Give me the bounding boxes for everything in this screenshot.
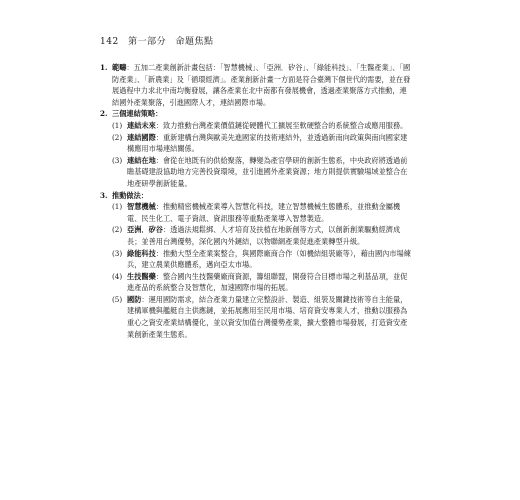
item-title: 生技醫藥 — [127, 271, 156, 281]
item-number: (1) — [112, 202, 123, 212]
item-body — [127, 224, 412, 247]
item-title: 連結國際 — [127, 132, 156, 142]
running-header — [100, 34, 219, 47]
item-text: ：整合國內生技醫藥廠商資源，籌組聯盟，開發符合目標市場之利基品項，並促進產品的系統整合及智慧化，加速國際市場的拓展。 — [127, 271, 408, 293]
list-item-smart-machinery — [112, 201, 412, 224]
section-text: ：五加二產業創新計畫包括：「智慧機械」、「亞洲．矽谷」、「綠能科技」、「生醫產業」、「國防產業」、「新農業」及「循環經濟」。產業創新計畫一方面是符合臺灣下個世代的需要，並在發展過程中力求北中南均衡發展，讓各產業在北中南都有發展機會，透過產業聚落方式推動，連結國外產業聚落，引進國際人才，連結國際市場。 — [112, 63, 411, 107]
list-item-international — [112, 132, 412, 155]
item-title: 綠能科技 — [127, 248, 156, 258]
section-title-suffix: ： — [155, 109, 163, 119]
page-number: 142 — [100, 37, 119, 47]
item-text: ：推動大型全產業案整合，與國際廠商合作（如機結組裝廠等），藉由國內市場練兵，建立農業供應體系，邁向亞太市場。 — [127, 248, 411, 270]
item-title: 智慧機械 — [127, 202, 156, 212]
page-content — [100, 62, 412, 340]
item-number: (1) — [112, 120, 123, 130]
item-text: ：致力推動台灣產業價值鏈從硬體代工擴展至軟硬整合的系統整合或應用服務。 — [155, 120, 408, 130]
item-number: (2) — [112, 132, 123, 142]
section-heading — [112, 108, 412, 120]
list-item-defense — [112, 294, 412, 340]
section-title: 範疇 — [112, 63, 127, 72]
item-title: 連結在地 — [127, 155, 156, 165]
part-label: 第一部分 — [128, 37, 167, 47]
item-text: ：運用國防需求，結合產業力量建立完整設計、製造、組裝及關鍵技術等自主能量，建構軍機與艦艇自主供應鏈，並拓展應用至民用市場、培育資安專業人才，推動以服務為重心之資安產業結構優化，並以資安加值台灣優勢產業，擴大整體市場發展，打造資安產業創新產業生態系。 — [127, 294, 408, 339]
item-body — [127, 120, 412, 132]
item-body — [127, 201, 412, 224]
list-item-local — [112, 155, 412, 190]
section-label: 命題焦點 — [175, 37, 214, 47]
item-text: ：會從在地既有的供給聚落，轉變為產官學研的創新生態系，中央政府將透過前瞻基礎建設協助地方完善投資環境，並引進國外產業資源；地方則提供實驗場域並整合在地產研學創新能量。 — [127, 155, 408, 188]
item-text: ：重新建構台灣與歐美先進國家的技術連結外，並透過新南向政策與南向國家建構應用市場連結關係。 — [127, 132, 408, 154]
section-title-suffix: ： — [140, 190, 148, 200]
item-text: ：透過法規鬆綁、人才培育及扶植在地新創等方式，以創新創業驅動經濟成長；並善用台灣優勢，深化國內外鏈結，以物聯網產業促進產業轉型升級。 — [127, 225, 401, 246]
item-number: (3) — [112, 155, 123, 165]
section-title: 三個連結策略 — [112, 109, 156, 119]
section-body — [112, 62, 412, 108]
item-title: 國防 — [127, 294, 142, 304]
item-body — [127, 248, 412, 271]
item-number: (3) — [112, 248, 123, 258]
item-number: (4) — [112, 271, 123, 281]
item-text: ：推動精密機械產業導入智慧化科技，建立智慧機械生態體系，並推動金屬機電、民生化工、電子資訊、資訊服務等重點產業導入智慧製造。 — [127, 202, 401, 223]
section-strategies — [100, 108, 412, 120]
list-item-biotech — [112, 271, 412, 294]
section-scope — [100, 62, 412, 108]
item-body — [127, 271, 412, 294]
list-item-asia-silicon-valley — [112, 224, 412, 247]
section-practices — [100, 190, 412, 202]
section-heading — [112, 190, 412, 202]
section-number: 3. — [100, 190, 108, 200]
list-item-green-energy — [112, 248, 412, 271]
section-number: 2. — [100, 109, 108, 119]
item-number: (5) — [112, 294, 123, 304]
item-number: (2) — [112, 225, 123, 235]
item-title: 連結未來 — [127, 120, 156, 130]
section-title: 推動做法 — [112, 190, 141, 200]
item-body — [127, 294, 412, 340]
section-number: 1. — [100, 63, 108, 72]
list-item-future — [112, 120, 412, 132]
item-body — [127, 132, 412, 155]
item-body — [127, 155, 412, 190]
item-title: 亞洲．矽谷 — [127, 225, 163, 235]
